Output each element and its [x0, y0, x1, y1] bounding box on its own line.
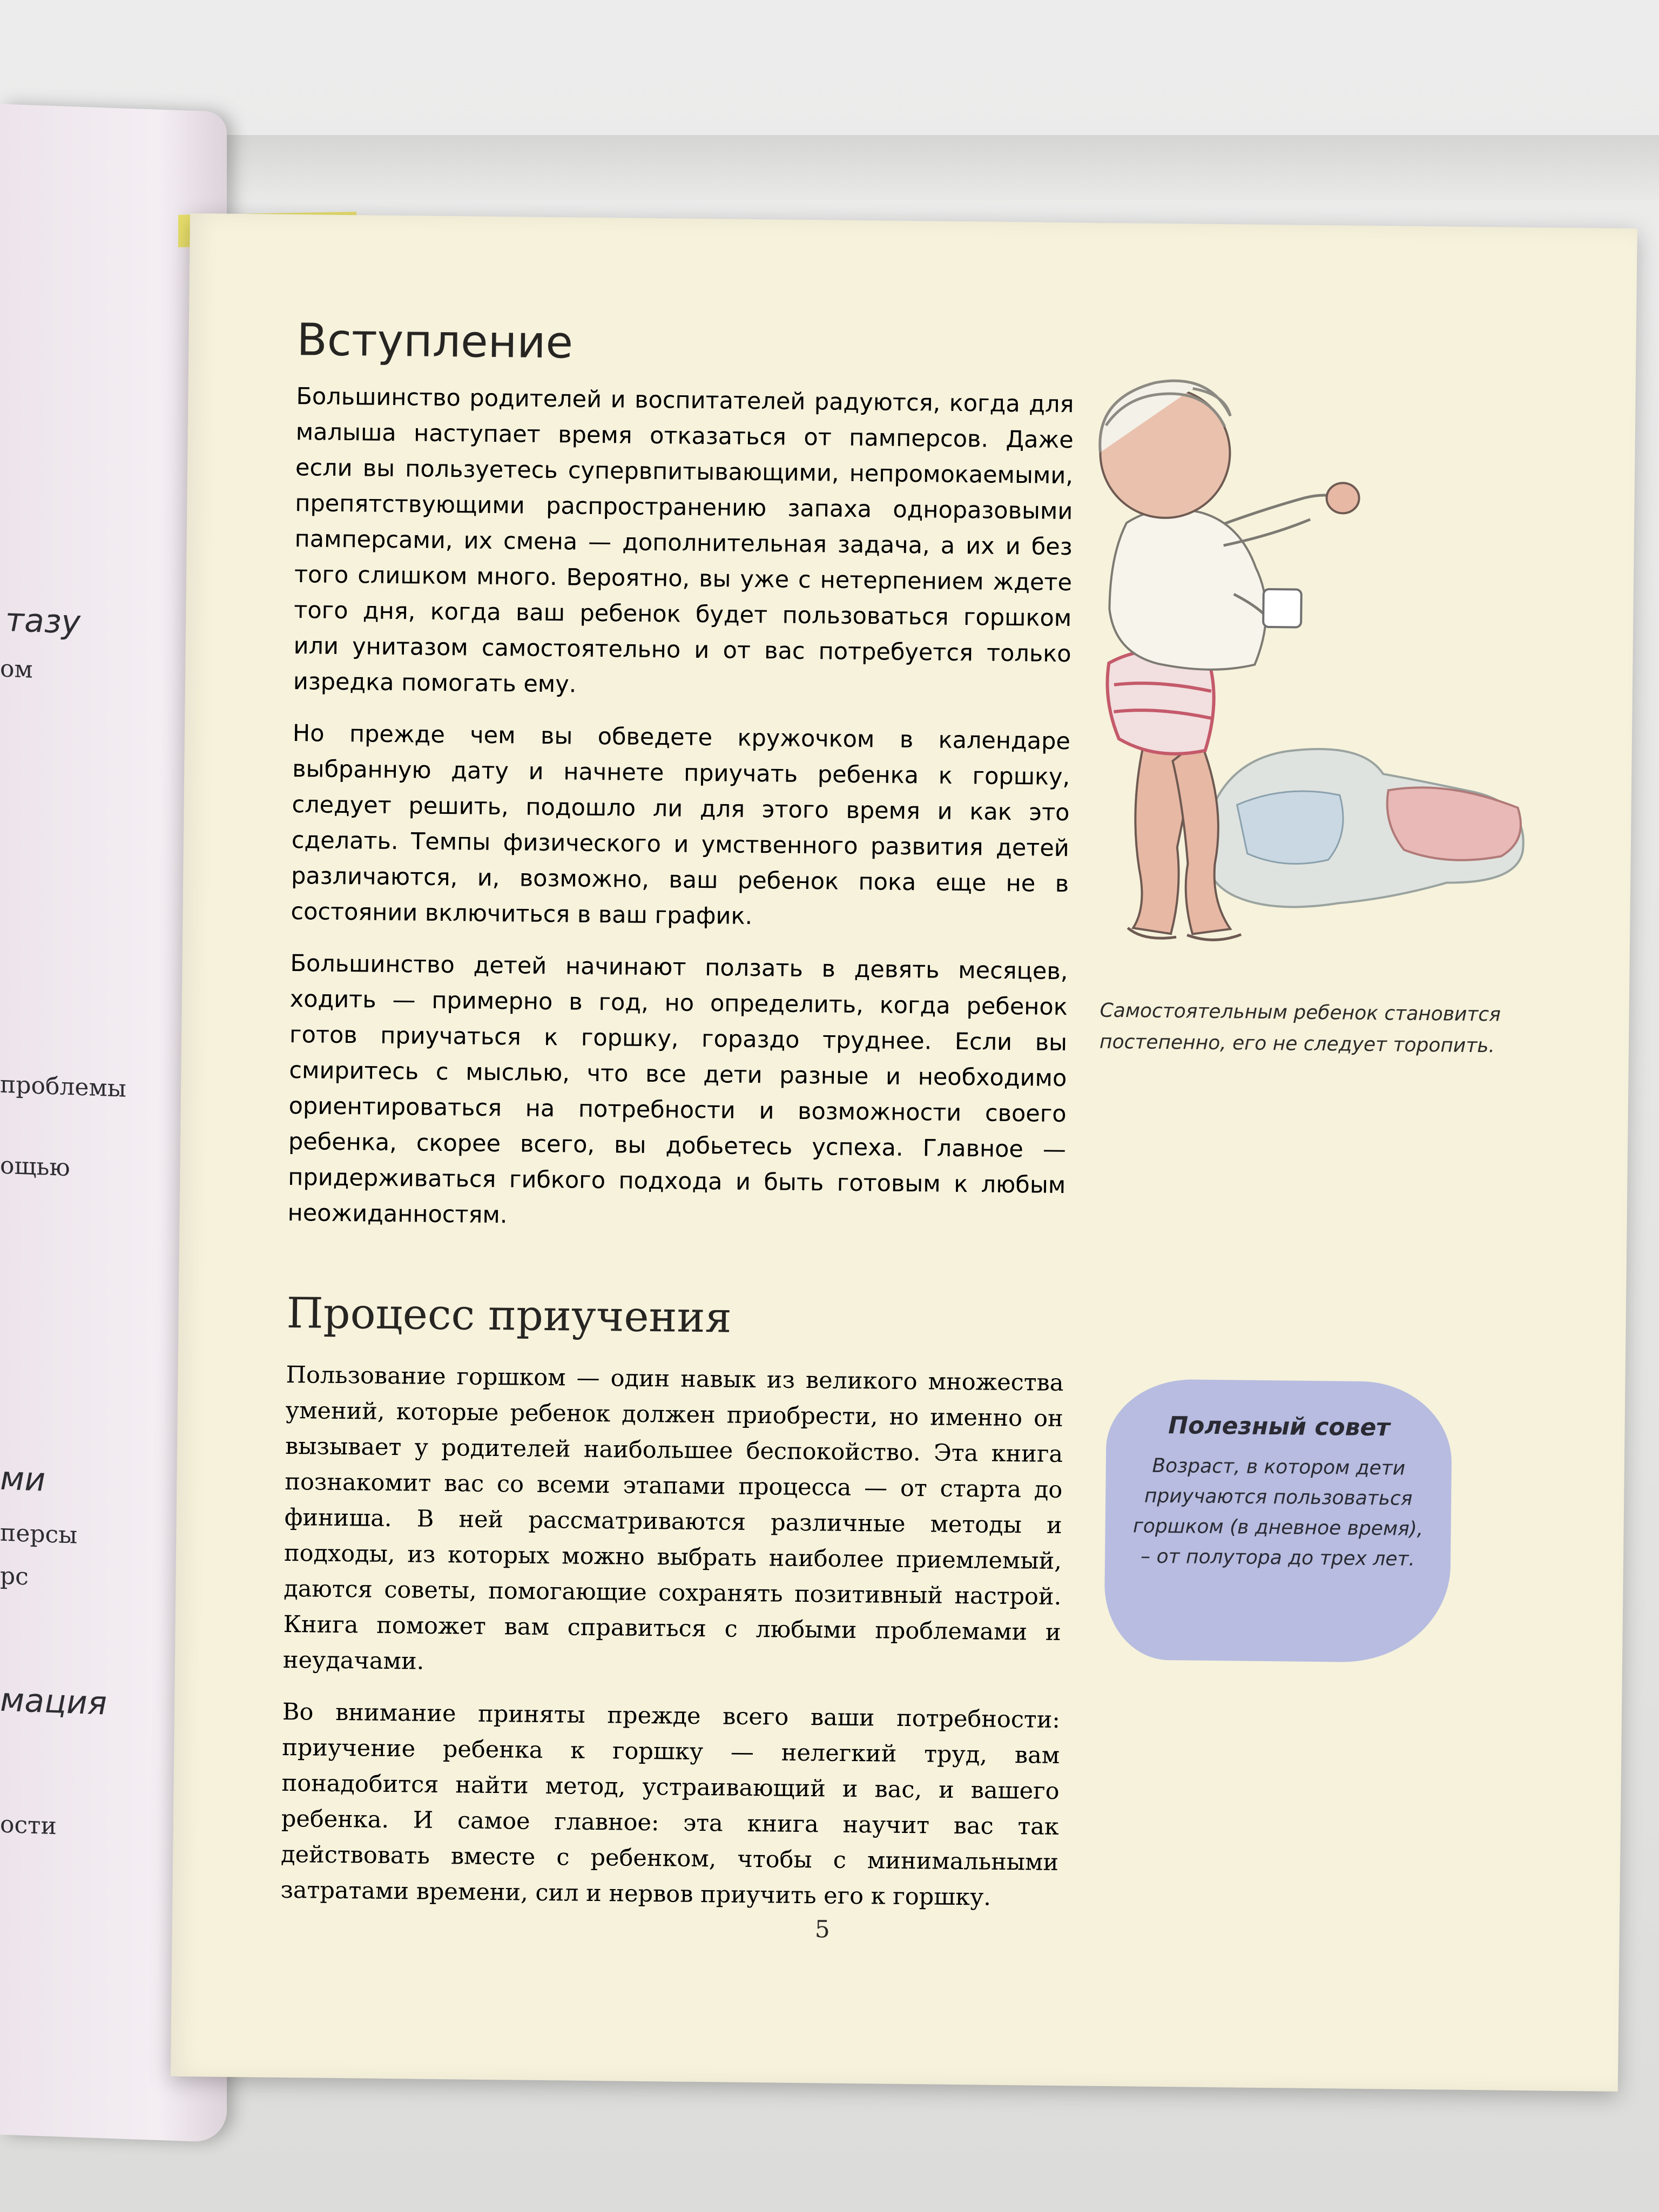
left-fragment-4: ощью [0, 1151, 70, 1182]
right-page [171, 213, 1637, 2092]
left-fragment-7: рс [0, 1562, 29, 1591]
process-paragraph-2: Во внимание приняты прежде всего ваши потребности: приучение ребенка к горшку — нелегкий труд, вам понадобится найти метод, устраивающий и вас, и вашего ребенка. И самое главное: эта книга научит вас так действовать вместе с ребенком, чтобы с минимальными затратами времени, сил и нервов приучить его к горшку. [280, 1698, 1061, 1911]
left-fragment-3: проблемы [0, 1070, 126, 1103]
intro-paragraph-2: Но прежде чем вы обведете кружочком в календаре выбранную дату и начнете приучать ребенка к горшку, следует решить, подошло ли для этого время и как это сделать. Темпы физического и умственного развития детей различаются, и, возможно, ваш ребенок пока еще не в состоянии включиться в ваш график. [291, 720, 1071, 930]
page-number: 5 [814, 1916, 831, 1944]
intro-paragraph-3: Большинство детей начинают ползать в девять месяцев, ходить — примерно в год, но определить, когда ребенок готов приучаться к горшку, гораздо труднее. Если вы смиритесь с мыслью, что все дети разные и необходимо ориентироваться на потребности и возможности своего ребенка, скорее всего, вы добьетесь успеха. Главное — придерживаться гибкого подхода и быть готовым к любым неожиданностям. [287, 950, 1068, 1229]
intro-section [287, 314, 1075, 1255]
illustration-caption: Самостоятельным ребенок становится постепенно, его не следует торопить. [1099, 999, 1501, 1057]
left-fragment-2: ом [0, 655, 33, 684]
tip-body: Возраст, в котором дети приучаются пользоваться горшком (в дневное время), – от полутора до трех лет. [1132, 1454, 1424, 1570]
left-fragment-9: ости [0, 1810, 57, 1840]
left-fragment-8: мация [0, 1681, 107, 1723]
process-section [280, 1289, 1064, 1932]
intro-heading: Вступление [296, 314, 574, 369]
left-fragment-5: ми [0, 1459, 46, 1499]
shelf [0, 135, 1659, 200]
intro-paragraph-1: Большинство родителей и воспитателей радуются, когда для малыша наступает время отказаться от памперсов. Даже если вы пользуетесь супервпитывающими, непромокаемыми, препятствующими распространению запаха одноразовыми памперсами, их смена — дополнительная задача, а их и без того слишком много. Вероятно, вы уже с нетерпением ждете того дня, когда ваш ребенок будет пользоваться горшком или унитазом самостоятельно и от вас потребуется только изредка помогать ему. [293, 383, 1074, 698]
left-fragment-6: персы [0, 1519, 78, 1549]
process-heading: Процесс приучения [286, 1289, 732, 1343]
tip-bubble [1104, 1379, 1452, 1663]
toddler-illustration [1057, 360, 1539, 981]
process-paragraph-1: Пользование горшком — один навык из великого множества умений, которые ребенок должен приобрести, но именно он вызывает у родителей наибольшее беспокойство. Эта книга познакомит вас со всеми этапами процесса — от старта до финиша. В ней рассматриваются различные методы и подходы, из которых можно выбрать наиболее приемлемый, даются советы, помогающие сохранять позитивный настрой. Книга поможет вам справиться с любыми проблемами и неудачами. [282, 1361, 1064, 1675]
tip-title: Полезный совет [1168, 1412, 1391, 1442]
left-fragment-1: тазу [5, 601, 81, 642]
